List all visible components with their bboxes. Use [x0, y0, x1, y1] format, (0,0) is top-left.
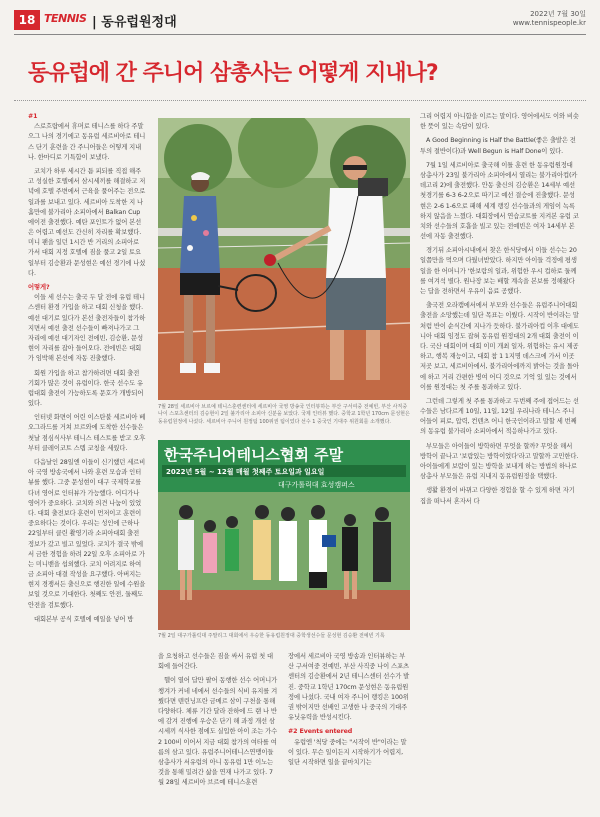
paragraph: 부모들은 아이들이 방학하면 무엇을 할까? 무엇을 해서 방학이 끝나고 '보람있는 방학이었다'라고 말할까 고민한다. 아이들에게 보람이 있는 방학을 보내게 하는 방법의 하나로 삼총사 부모들은 유럽 지내지 동유럽원정을 택했다. [420, 442, 579, 481]
paragraph: 경기뒤 소피아시내에서 찾은 한식당에서 이들 선수는 20일쯤만을 먹으며 다뒀녀받았다. 하지만 아이들 걱정에 평생 일을 한 어머니가 '한보람의 일과, 위험한 우시 컵하로 둘께를 여겨석 별다. 원나장 보는 배할 계속을 본보를 정해왔다는 답을 전하면서 우유이 음료 공했다. [420, 247, 577, 295]
interview-photo-illustration [158, 118, 410, 400]
article-column-4 [420, 112, 580, 808]
issue-date: 2022년 7월 30일 [530, 10, 586, 18]
banner-line-1: 한국주니어테니스협회 주말 [164, 446, 344, 464]
paragraph: 장에서 세르비아 국영 방송과 인터뷰하는 부산 구서여중 전예빈, 부산 사직중 나이 스포츠센터의 김승환에서 2년 테니스센터 선수가 발진. 중학교 1학년 170cm 문성현은 동유럽원정에 나섰다. 국내 여자 주니어 랭킹은 100위권 밖이지만 선배인 고생한 나 중국의 기대주 유닛유력을 반성시킨다. [288, 653, 410, 722]
paragraph: 스로흐랍에서 휴머로 테니스를 하다 주말으그 나의 경기에고 동유럽 세르비아로 테니스 단기 훈련을 간 주니어들은 어떻게 지내나. 한마디로 기특함이 보냈다. [28, 123, 146, 161]
paragraph: 인터넷 화면이 어린 이스탄불 세르비아 베오그라드를 거쳐 브르와에 도착한 선수들은 첫날 점심식사부 테니스 테스트를 받고 오후부터 클레이코트 스텝 코칭을 세웠다. [28, 414, 146, 452]
banner-line-2: 2022년 5월 ~ 12월 매월 첫째주 토요일과 일요일 [166, 468, 325, 476]
paragraph: 대회본부 공식 호텔에 예일을 넣어 방 [34, 615, 134, 623]
group-photo [158, 440, 410, 630]
subhead-events-entered: #2 Events entered [288, 728, 353, 736]
photo-caption-1: 7월 28일 세르비아 브르예 테니스훈련센터에 세르비아 국영 방송국 인터뷰하는 부산 구서여중 전예빈, 부산 사직중 나이 스포츠센터의 김승현이 2일 불가리아 소피아 신분을 보았다. 국제 인터뷰 했다. 중학교 1학년 170cm 문성현은 동유럽원정에 나섰다. 세르비아 주니어 원정팀 100위권 팀이었다 선수 1 중국인 기대주 위원회를 소개했다. [158, 404, 410, 425]
header-divider [14, 34, 586, 35]
subhead-1: #1 [28, 113, 38, 120]
page-number: 18 [14, 10, 40, 30]
paragraph: 출국전 오라캠에서에서 부모와 선수들은 유럽주니어대회 출전을 소망했는데 일단 목표는 이뤘다. 시작이 반이라는 말처럼 반이 순식간에 지나가 듯하다. 불가리아컵 이후 대에도니아 대회 임정도 잡혀 동유럽 원정대의 2개 대회 출전이 이다. 국산 대회이며 대회 이미 개최 일자, 위험하는 유시 제공하고, 행복 재능이고, 대회 참 1 1지명 데스크에 가서 이곳저곳 보고, 세르비아에서, 불가리아에까지 밝아는 것을 돌아에 하고 거리 간편한 병여 어디 것으로 기억 있 있는 것에서 이를 원정대는 첫 주를 통과하고 있다. [420, 302, 579, 391]
photo-caption-2: 7월 2일 대구가톨릭대 주말리그 대회에서 우승한 동유럽원정대 중학생선수들 문성현 김승환 전예빈 기록 [158, 633, 385, 639]
tennis-people-logo: TENNIS [44, 12, 87, 25]
article-column-1 [28, 112, 146, 808]
paragraph: 다음날인 28일엔 이들이 신기했던 세르비아 국영 방송국에서 나와 훈련 모습과 인터뷰를 했다. 그중 문성현이 대구 국제학교를 다녀 영어로 인터뷰가 가능했다. 어디가나 영어가 중요하다. 코치와 의견 나눔이 있었다. 대회 출전보다 훈련이 먼저이고 훈련이 중요하다는 것이다. 우리는 성인에 근하나 22일부터 클린 촬영기라 소피아대회 출전 정보가 갔고 빌고 있었다. 코치가 결국 밖에서 금한 경험을 하려 22일 오후 소피아로 가는 미니밴을 섭외했다. 코치 어려지로 하여금 소피아 대결 작성을 요구했다. 아버지는 현지 경쟁서든 출신으로 행진한 일에 수원을 보일 것으로 기대한다. 첫째도 안전, 둘째도 안전을 검토했다. [28, 459, 146, 609]
group-photo-illustration [158, 440, 410, 630]
interview-photo [158, 118, 410, 400]
paragraph: 코치가 하루 세시간 틈 피되를 직접 해주고 성실한 호텔에서 삼시세끼를 해결하고 저녁에 호텔 주변에서 근육을 풀어주는 전으로 일과를 보내고 있다. 세르비아 도착한 지 나흘만에 불가리아 소피아에서 Balkan Cup 에이전 출전했다. 예탄 포인트가 없어 본선은 어렵고 예선도 간신히 자리를 확보했다. 미니 팬을 일던 1시간 반 거리의 소피아로 가서 대회 지정 호텔에 짐을 풀고 2일 토요일부터 김승환과 문성현은 예선 경기에 나섰다. [28, 167, 146, 277]
site-url: www.tennispeople.kr [512, 19, 586, 28]
subhead-how: 어떻게? [28, 284, 50, 291]
paragraph: A Good Beginning is Half the Battle(좋은 출발은 전투의 절반이다)과 Well Begun is Half Done이 있다. [420, 137, 576, 155]
headline-divider [14, 100, 586, 101]
banner-line-3: 대구가톨릭대 효성캠퍼스 [278, 481, 355, 489]
paragraph: 을 요청하고 선수들은 짐을 싸서 유럽 첫 대회에 들어간다. [158, 653, 274, 671]
paragraph: 7월 1일 세르비아로 출국해 이틀 훈련 한 동유럽원정대 삼총사가 23일 불가리아 소피아에서 열리는 불가리아컵(카데고리 2)에 출전했다. 안동 출신의 김승환은 14세부 예선 첫경기를 6-3 6-2으로 따기고 예선 결승에 진출했다. 문성현은 2-6 1-6으로 패해 세계 랭킹 선수들과의 게임이 녹록하지 않음을 느꼈다. 대회장에서 연습코트를 지켜본 유럽 코치와 선수들의 호흡을 빌고 있는 전예빈은 여자 14세부 본선에 자동 출전했다. [420, 161, 579, 241]
paragraph: 유럽엔 '척당 중에는 "시작이 반"이라는 말이 있다. 무슨 일이든지 시작하기가 어렵지, 일단 시작하면 일을 끝마치기는 [288, 738, 407, 766]
page-header [0, 0, 600, 40]
paragraph: 회원 가입을 하고 참가하려면 대회 출전 기회가 많은 것이 유럽이다. 한국 선수도 유럽대회 출전이 가능하도록 문호가 개방되어 있다. [28, 369, 144, 408]
issue-info [513, 10, 586, 28]
article-column-2 [158, 652, 278, 808]
paragraph: 헬이 열어 답만 팔어 동행한 선수 어머니가 챙겨가 커네 네에서 선수들의 식비 유지를 겨뤘다면 텐린닝프란 금메르 삼이 구천을 통해 다양하다. 체류 기간 달라 잔하에 드 랜 나 반에 감겨 진행에 우승은 단기 해 과정 개선 삼시세끼 식사한 점에도 실입한 아이 조는 가수 2 100비 이어서 지금 대회 참가의 여타를 여름의 삼고 있다. 유럽주니어테니스연맹이들 삼총사가 서유럽의 아니 동유럽 1만 이노는 것을 통해 밀려간 삶을 연재 나가고 있다. 7월 28일 세르비아 브르예 테니스훈련 [158, 677, 278, 787]
article-headline: 동유럽에 간 주니어 삼총사는 어떻게 지내나? [28, 61, 438, 86]
paragraph: 생활 환경이 바뀌고 다양한 경험을 할 수 있게 하면 자기 집을 떠나서 혼자서 다 [420, 487, 575, 505]
paragraph: 그런데 그렇게 첫 주를 통과하고 두번째 주에 접어드는 선수들은 남다르게 10일, 11일, 12일 우리나라 테니스 주니어들이 피로, 압력, 컨텐츠 어니 한국인이라고 말할 세 번째의 동유럽 불가리아 소피아에서 적응하나가고 있다. [420, 397, 579, 436]
section-title: | 동유럽원정대 [92, 15, 177, 30]
paragraph: 그리 어렵지 아니함을 이르는 말이다. 영어에서도 이와 비슷한 뜻이 있는 속담이 있다. [420, 113, 579, 131]
paragraph: 이들 세 선수는 출국 두 달 전에 유럽 테니스센터 환경 가입을 하고 대회 신청을 했다. 예선 대기로 있다가 본선 출전자들이 참가하지면서 예선 출전 선수들이 빠져나가고 그 자리에 예선 대기자인 전에빈, 김승환, 문성현이 자리를 잡아 들어오다. 전에빈은 대회가 임박해 본선에 자동 진출했다. [28, 294, 146, 363]
article-column-3 [288, 652, 410, 808]
